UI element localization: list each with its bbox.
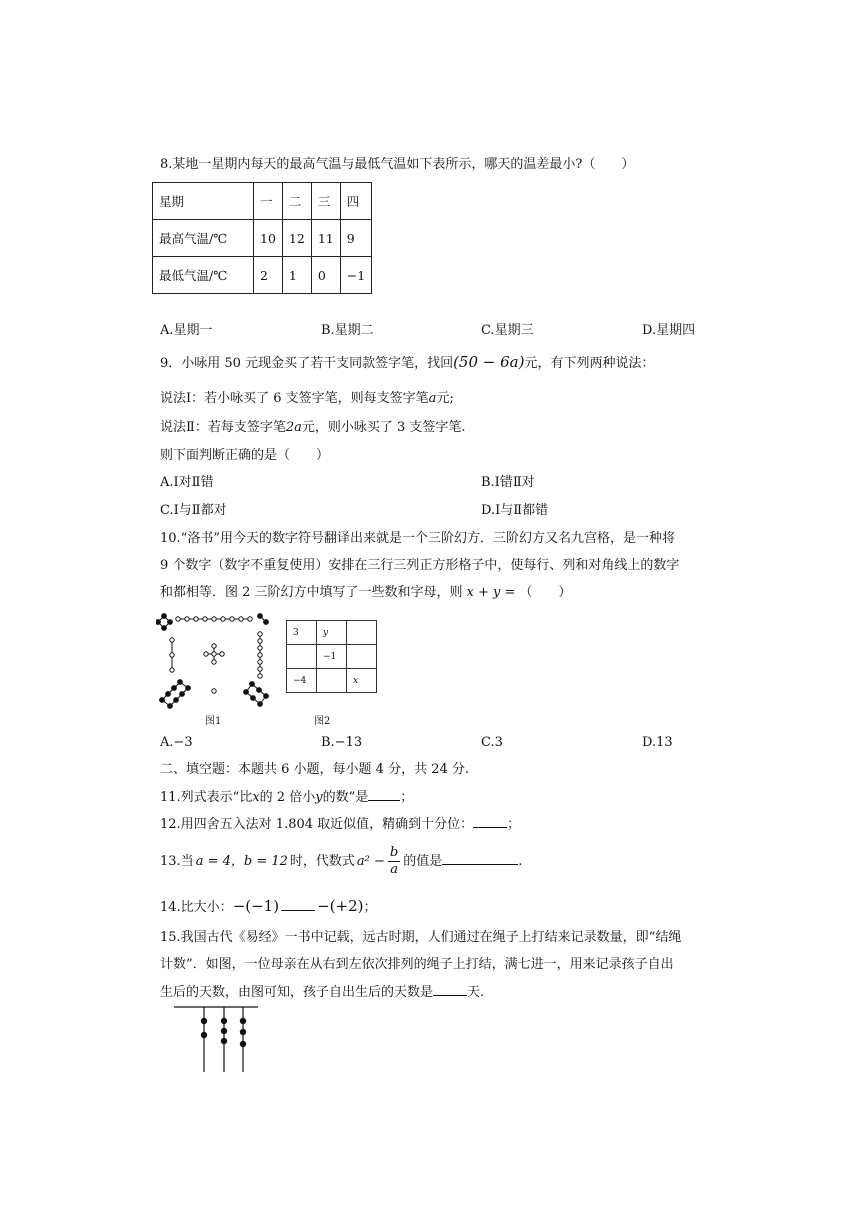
q11: [160, 788, 413, 807]
table-row: [287, 669, 377, 693]
q9-stem: [160, 353, 654, 373]
q9-s1-text: 说法Ⅰ：若小咏买了 6 支签字笔，则每支签字笔: [160, 391, 429, 406]
grid-cell: [317, 669, 347, 693]
q14-left-expr: −(−1): [232, 897, 280, 915]
q8-stem: 8.某地一星期内每天的最高气温与最低气温如下表所示，哪天的温差最小?（ ）: [160, 157, 635, 172]
table-cell: 最高气温/℃: [153, 220, 254, 257]
q9-s2-text: 说法Ⅱ：若每支签字笔: [160, 420, 286, 435]
q9-option-d[interactable]: D.Ⅰ与Ⅱ都错: [481, 503, 549, 518]
table-row: [153, 220, 372, 257]
q10-line-1: 10.“洛书”用今天的数字符号翻译出来就是一个三阶幻方．三阶幻方又名九宫格，是一种将: [160, 531, 675, 546]
q10-line-3-text: 和都相等．图 2 三阶幻方中填写了一些数和字母，则: [160, 585, 463, 600]
q13-text-3: 的值是: [403, 854, 443, 869]
table-cell: 9: [340, 220, 371, 257]
q10-expr: x + y =: [466, 585, 516, 600]
table-row: [153, 257, 372, 294]
q13-condition: a = 4，b = 12: [195, 854, 288, 869]
q9-statement-1: [160, 390, 454, 408]
q13-expression: a² −: [356, 854, 385, 869]
grid-cell: −1: [317, 645, 347, 669]
q9-stem-expr: (50 − 6a): [453, 353, 525, 371]
q11-answer-blank[interactable]: [368, 788, 400, 801]
q8-option-d[interactable]: D.星期四: [642, 323, 696, 338]
q15-line-3: [160, 983, 484, 1002]
q9-stem-text-end: 元，有下列两种说法：: [524, 356, 655, 371]
q10-line-2: 9 个数字（数字不重复使用）安排在三行三列正方形格子中，使每行、列和对角线上的数字: [160, 558, 680, 573]
table-row: [153, 183, 372, 220]
q8-option-c[interactable]: C.星期三: [481, 323, 534, 338]
grid-cell: [347, 645, 377, 669]
q9-s1-var: a: [428, 391, 437, 406]
table-cell: 一: [254, 183, 283, 220]
q9-option-b[interactable]: B.Ⅰ错Ⅱ对: [481, 475, 535, 490]
table-row: [287, 621, 377, 645]
q8-option-b[interactable]: B.星期二: [321, 323, 374, 338]
q11-text-2: 的 2 倍小: [259, 790, 316, 805]
q8-option-a[interactable]: A.星期一: [160, 323, 213, 338]
q9-s2-text-end: 元，则小咏买了 3 支签字笔.: [301, 420, 466, 435]
q12-text: 12.用四舍五入法对 1.804 取近似值，精确到十分位：: [160, 817, 474, 832]
q9-s2-var: 2a: [285, 420, 302, 435]
q13-text: 13.当: [160, 854, 194, 869]
luoshu-figure: [156, 612, 274, 710]
grid-cell: x: [347, 669, 377, 693]
q13-numerator: b: [389, 845, 399, 860]
q12-text-end: ；: [507, 817, 521, 832]
q15-line-1: 15.我国古代《易经》一书中记载，远古时期，人们通过在绳子上打结来记录数量，即“结绳: [160, 930, 682, 945]
q15-line-2: 计数”．如图，一位母亲在从右到左依次排列的绳子上打结，满七进一，用来记录孩子自出: [160, 957, 674, 972]
q11-text-3: 的数”是: [322, 790, 369, 805]
table-cell: 星期: [153, 183, 254, 220]
q9-option-c[interactable]: C.Ⅰ与Ⅱ都对: [160, 503, 227, 518]
q10-option-d[interactable]: D.13: [642, 735, 673, 750]
q13-fraction: [388, 845, 400, 878]
q9-stem-text: 9．小咏用 50 元现金买了若干支同款签字笔，找回: [160, 356, 454, 371]
q14-right-expr: −(+2): [317, 897, 364, 915]
q10-option-b[interactable]: B.−13: [321, 735, 363, 750]
table-cell: 0: [311, 257, 340, 294]
q11-var-y: y: [315, 790, 323, 805]
table-cell: 二: [282, 183, 311, 220]
knotted-rope-figure: [172, 1004, 262, 1074]
q9-judge: 则下面判断正确的是（ ）: [160, 448, 330, 463]
q9-statement-2: [160, 419, 466, 437]
table-cell: 10: [254, 220, 283, 257]
section-2-heading: 二、填空题：本题共 6 小题，每小题 4 分，共 24 分.: [160, 762, 470, 777]
q11-text: 11.列式表示“比: [160, 790, 253, 805]
q14-text-end: ；: [363, 900, 377, 915]
table-cell: 1: [282, 257, 311, 294]
q13-denominator: a: [390, 862, 398, 877]
q13-text-2: 时，代数式: [289, 854, 355, 869]
q9-option-a[interactable]: A.Ⅰ对Ⅱ错: [160, 475, 214, 490]
q11-text-end: ；: [400, 790, 414, 805]
q10-line-3-end: （ ）: [519, 585, 572, 600]
q14: [160, 895, 376, 919]
q10-option-c[interactable]: C.3: [481, 735, 503, 750]
q15-text: 生后的天数，由图可知，孩子自出生后的天数是: [160, 985, 434, 1000]
grid-cell: y: [317, 621, 347, 645]
q11-var-x: x: [252, 790, 260, 805]
q10-line-3: [160, 584, 571, 602]
magic-square-grid: [286, 620, 377, 693]
grid-cell: [287, 645, 317, 669]
q13: [160, 842, 522, 882]
q14-text: 14.比大小：: [160, 900, 233, 915]
table-cell: 最低气温/℃: [153, 257, 254, 294]
temperature-table: [152, 182, 372, 294]
figure-2-caption: 图2: [314, 716, 331, 727]
figure-1-caption: 图1: [205, 716, 222, 727]
q15-answer-blank[interactable]: [433, 983, 467, 996]
table-cell: 12: [282, 220, 311, 257]
grid-cell: [347, 621, 377, 645]
q14-answer-blank[interactable]: [281, 898, 315, 911]
table-cell: 四: [340, 183, 371, 220]
table-row: [287, 645, 377, 669]
grid-cell: −4: [287, 669, 317, 693]
q13-text-end: .: [518, 854, 523, 869]
q12-answer-blank[interactable]: [473, 815, 507, 828]
q9-s1-text-end: 元;: [436, 391, 454, 406]
table-cell: 11: [311, 220, 340, 257]
q10-option-a[interactable]: A.−3: [160, 735, 193, 750]
table-cell: −1: [340, 257, 371, 294]
q13-answer-blank[interactable]: [442, 852, 518, 865]
grid-cell: 3: [287, 621, 317, 645]
table-cell: 2: [254, 257, 283, 294]
q12: [160, 815, 520, 834]
q15-text-end: 天.: [467, 985, 485, 1000]
table-cell: 三: [311, 183, 340, 220]
